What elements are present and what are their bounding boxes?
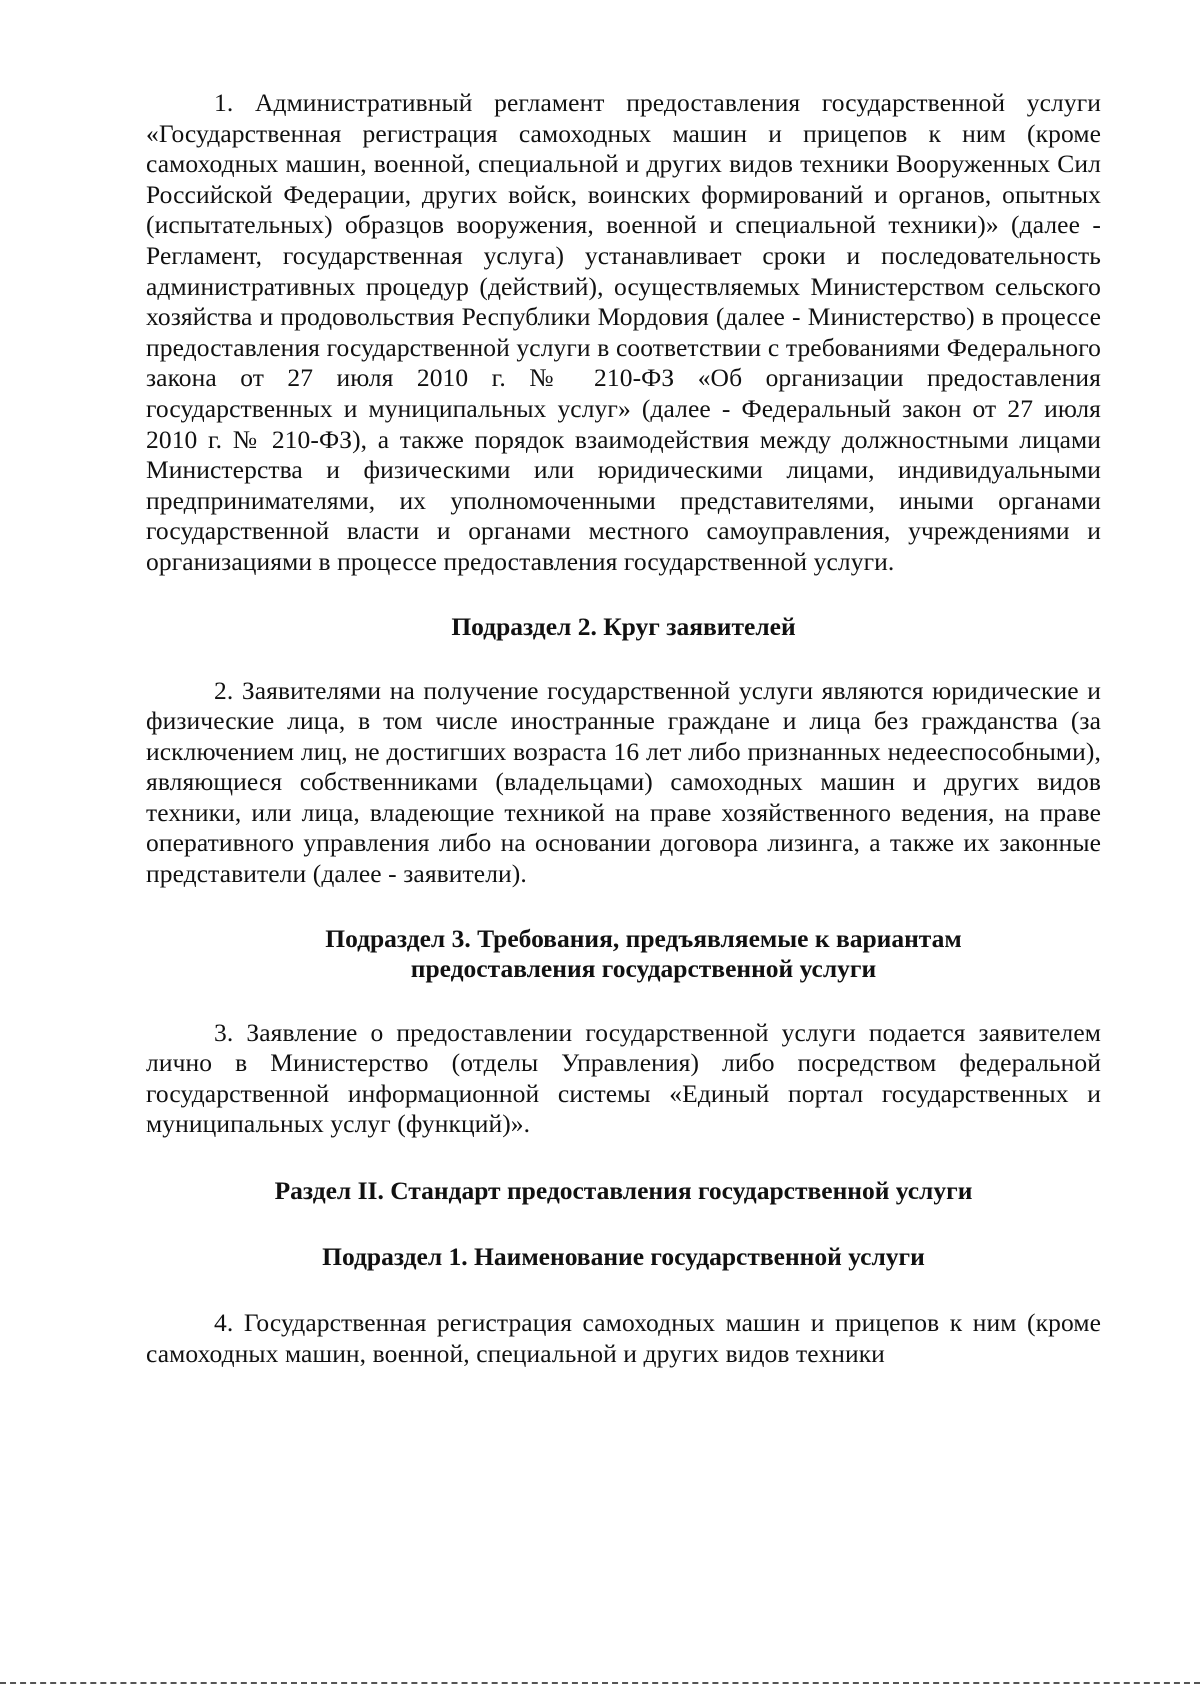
heading-subsection-3-line-1: Подраздел 3. Требования, предъявляемые к вариантам	[325, 923, 962, 953]
paragraph-1: 1. Административный регламент предоставления государственной услуги «Государственная регистрация самоходных машин и прицепов к ним (кроме самоходных машин, военной, специальной и других видов техники Вооруженных Сил Российской Федерации, других войск, воинских формирований и органов, опытных (испытательных) образцов вооружения, военной и специальной техники)» (далее - Регламент, государственная услуга) устанавливает сроки и последовательность административных процедур (действий), осуществляемых Министерством сельского хозяйства и продовольствия Республики Мордовия (далее - Министерство) в процессе предоставления государственной услуги в соответствии с требованиями Федерального закона от 27 июля 2010 г. № 210-ФЗ «Об организации предоставления государственных и муниципальных услуг» (далее - Федеральный закон от 27 июля 2010 г. № 210-ФЗ), а также порядок взаимодействия между должностными лицами Министерства и физическими или юридическими лицами, индивидуальными предпринимателями, их уполномоченными представителями, иными органами государственной власти и органами местного самоуправления, учреждениями и организациями в процессе предоставления государственной услуги.	[146, 88, 1101, 576]
heading-subsection-3-line-2: предоставления государственной услуги	[410, 953, 877, 983]
document-body	[146, 88, 1101, 1369]
heading-subsection-1: Подраздел 1. Наименование государственной услуги	[322, 1242, 925, 1272]
page-bottom-divider	[0, 1682, 1200, 1684]
heading-subsection-2: Подраздел 2. Круг заявителей	[451, 611, 796, 641]
paragraph-2: 2. Заявителями на получение государственной услуги являются юридические и физические лица, в том числе иностранные граждане и лица без гражданства (за исключением лиц, не достигших возраста 16 лет либо признанных недееспособными), являющиеся собственниками (владельцами) самоходных машин и других видов техники, или лица, владеющие техникой на праве хозяйственного ведения, на праве оперативного управления либо на основании договора лизинга, а также их законные представители (далее - заявители).	[146, 675, 1101, 889]
paragraph-3: 3. Заявление о предоставлении государственной услуги подается заявителем лично в Министерство (отделы Управления) либо посредством федеральной государственной информационной системы «Единый портал государственных и муниципальных услуг (функций)».	[146, 1017, 1101, 1139]
paragraph-4: 4. Государственная регистрация самоходных машин и прицепов к ним (кроме самоходных машин, военной, специальной и других видов техники	[146, 1308, 1101, 1368]
heading-section-2: Раздел II. Стандарт предоставления государственной услуги	[274, 1176, 973, 1206]
heading-subsection-3	[146, 924, 1101, 984]
